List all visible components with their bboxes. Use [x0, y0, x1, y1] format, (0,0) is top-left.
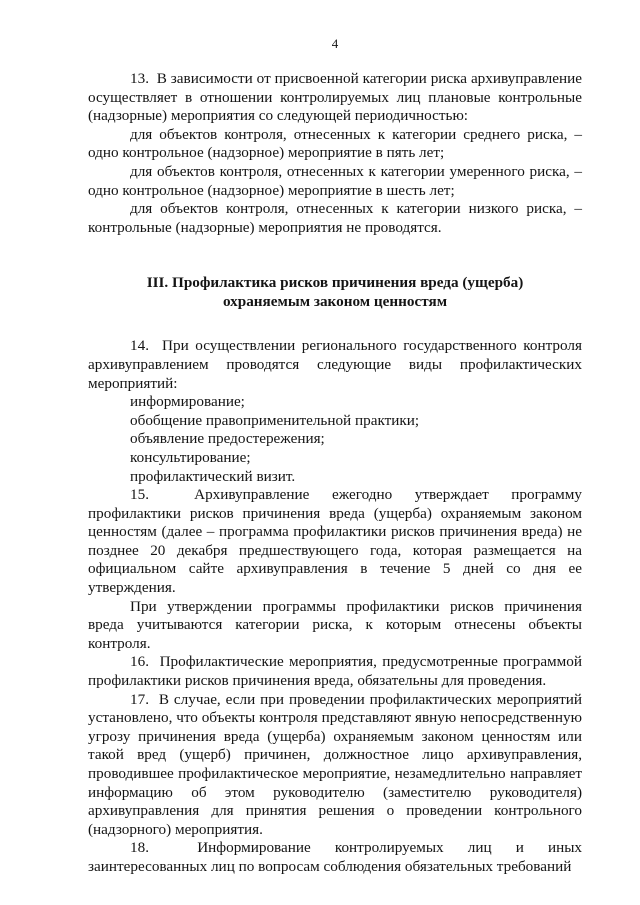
list-item-warning: объявление предостережения;: [130, 430, 325, 448]
list-item-preventive-visit: профилактический визит.: [130, 467, 296, 485]
section-heading: [88, 273, 582, 311]
paragraph-17: 17. В случае, если при проведении профилактических мероприятий установлено, что объекты контроля представляют явную непосредственную угрозу причинения вреда (ущерба) охраняемым законом ценностям или такой вред (ущерб) причинен, должностное лицо архивуправления, проводившее профилактическое мероприятие, незамедлительно направляет информацию об этом руководителю (заместителю руководителя) архивуправления для принятия решения о проведении контрольного (надзорного) мероприятия.: [88, 690, 582, 838]
list-item-consulting: консультирование;: [130, 448, 251, 466]
page-number: 4: [331, 36, 339, 51]
paragraph-13-low-risk: для объектов контроля, отнесенных к категории низкого риска, – контрольные (надзорные) мероприятия не проводятся.: [88, 200, 582, 236]
paragraph-15: 15. Архивуправление ежегодно утверждает программу профилактики рисков причинения вреда (ущерба) охраняемым законом ценностям (далее – программа профилактики рисков причинения вреда) не позднее 20 декабря предшествующего года, которая размещается на официальном сайте архивуправления в течение 5 дней со дня ее утверждения.: [88, 486, 582, 597]
paragraph-13-moderate-risk: для объектов контроля, отнесенных к категории умеренного риска, – одно контрольное (надзорное) мероприятие в шесть лет;: [88, 162, 582, 199]
section-heading-line-2: охраняемым законом ценностям: [222, 293, 448, 311]
list-item-practice-generalization: обобщение правоприменительной практики;: [130, 411, 420, 429]
paragraph-18: 18. Информирование контролируемых лиц и иных заинтересованных лиц по вопросам соблюдения обязательных требований: [88, 839, 582, 875]
paragraph-13: 13. В зависимости от присвоенной категории риска архивуправление осуществляет в отношении контролируемых лиц плановые контрольные (надзорные) мероприятия со следующей периодичностью:: [88, 70, 582, 125]
paragraph-15-risk-categories: При утверждении программы профилактики рисков причинения вреда учитываются категории риска, к которым отнесены объекты контроля.: [88, 597, 582, 652]
list-item-informing: информирование;: [130, 393, 245, 411]
section-heading-line-1: III. Профилактика рисков причинения вреда (ущерба): [146, 274, 524, 292]
paragraph-16: 16. Профилактические мероприятия, предусмотренные программой профилактики рисков причинения вреда, обязательны для проведения.: [88, 653, 582, 690]
document-body: [88, 70, 582, 877]
paragraph-14: 14. При осуществлении регионального государственного контроля архивуправлением проводятся следующие виды профилактических мероприятий:: [88, 337, 582, 392]
paragraph-13-medium-risk: для объектов контроля, отнесенных к категории среднего риска, – одно контрольное (надзорное) мероприятие в пять лет;: [88, 125, 582, 162]
